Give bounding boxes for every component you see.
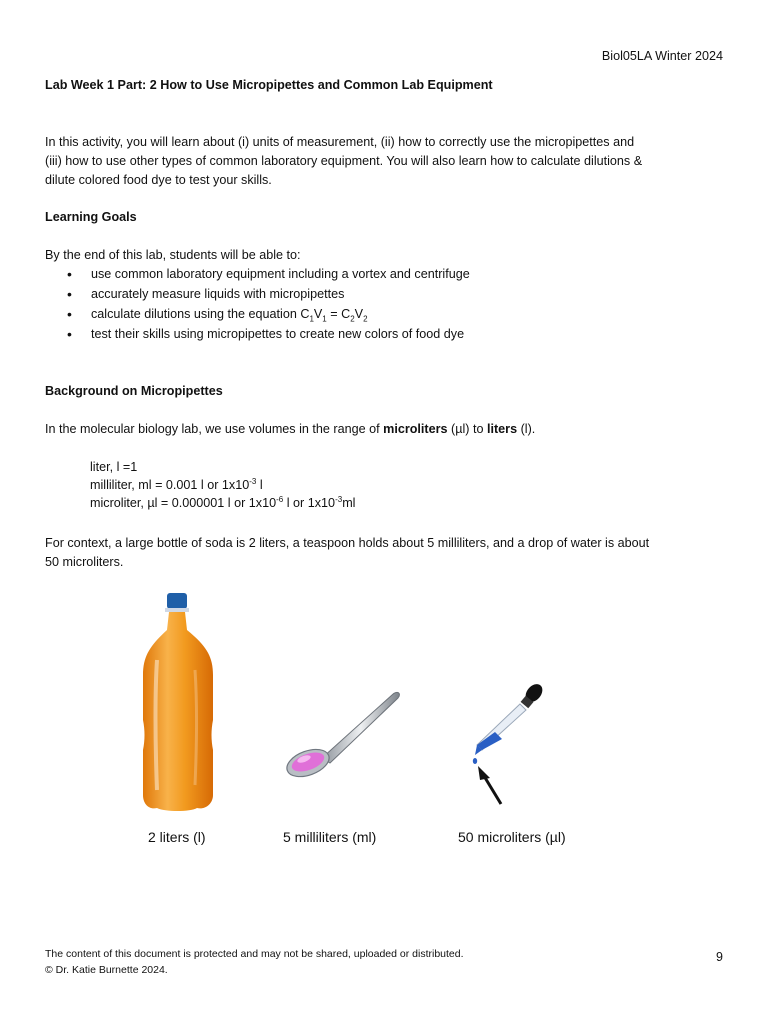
intro-paragraph [45,133,725,190]
liter-definition: liter, l =1 [90,460,138,474]
learning-goals-intro: By the end of this lab, students will be able to: [45,248,301,262]
equation-prefix: calculate dilutions using the equation C [91,307,310,321]
background-paragraph: In the molecular biology lab, we use volumes in the range of microliters (µl) to liters (l). [45,422,536,436]
learning-goals-heading: Learning Goals [45,210,137,224]
dropper-icon [460,680,550,810]
milliliter-definition: milliliter, ml = 0.001 l or $1x10^{-3}$ l [90,476,263,492]
spoon-label: 5 milliliters (ml) [283,829,377,845]
intro-line: In this activity, you will learn about (i) units of measurement, (ii) how to correctly use the micropipettes and [45,135,635,149]
background-heading: Background on Micropipettes [45,384,223,398]
page-title: Lab Week 1 Part: 2 How to Use Micropipettes and Common Lab Equipment [45,78,493,92]
list-item: • test their skills using micropipettes to create new colors of food dye [45,325,470,345]
bottle-label: 2 liters (l) [148,829,206,845]
list-item: • use common laboratory equipment including a vortex and centrifuge [45,265,470,285]
list-item: • accurately measure liquids with micropipettes [45,285,470,305]
teaspoon-icon [282,683,407,783]
dropper-label: 50 microliters (µl) [458,829,566,845]
context-paragraph: For context, a large bottle of soda is 2 liters, a teaspoon holds about 5 milliliters, and a drop of water is about 50 microliters. [45,536,650,569]
unit-definitions [90,458,355,512]
list-item: • calculate dilutions using the equation $C_1V_1 = C_2V_2$ [45,305,470,325]
microliter-definition: microliter, µl = 0.000001 l or $1x10^{-6}$ l or $1x10^{-3}ml$ [90,494,356,510]
course-header: Biol05LA Winter 2024 [601,49,723,63]
intro-line: (iii) how to use other types of common laboratory equipment. You will also learn how to calculate dilutions & [45,154,643,168]
intro-line: dilute colored food dye to test your skills. [45,173,272,187]
learning-goals-list [45,265,470,345]
copyright-notice: The content of this document is protected and may not be shared, uploaded or distributed. © Dr. Katie Burnette 2024. [45,948,464,976]
page-number: 9 [716,950,723,964]
soda-bottle-icon [135,590,225,815]
